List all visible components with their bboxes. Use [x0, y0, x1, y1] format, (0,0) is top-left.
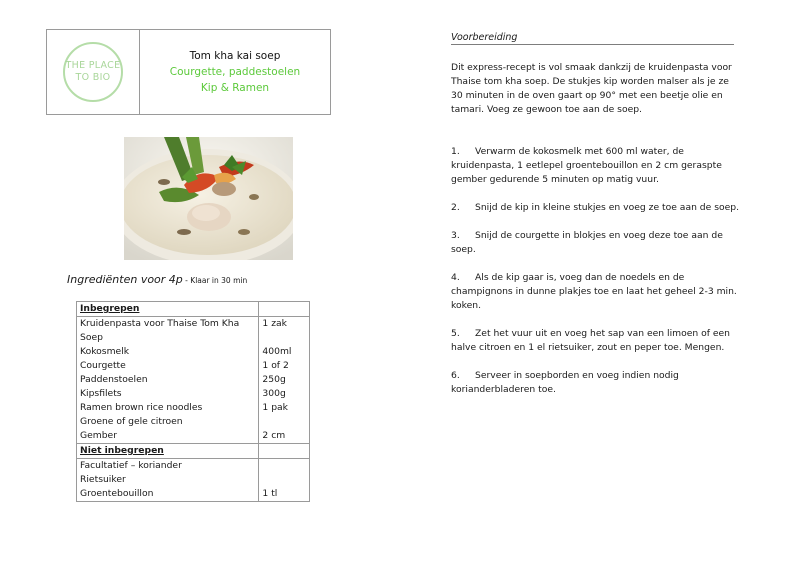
table-row — [77, 459, 310, 502]
ingredient-qty-cell — [259, 459, 310, 502]
list-item — [451, 327, 741, 355]
empty-cell — [259, 444, 310, 459]
ingredients-table — [76, 301, 310, 502]
step-text: Zet het vuur uit en voeg het sap van een limoen of een halve citroen en 1 el rietsuiker, zout en peper toe. Mengen. — [451, 328, 731, 353]
ingredient-name: Kruidenpasta voor Thaise Tom Kha Soep — [80, 318, 240, 343]
ingredients-heading-note: - Klaar in 30 min — [182, 276, 248, 285]
ingredients-heading-label: Ingrediënten voor 4p — [67, 273, 183, 286]
ingredient-name: Rietsuiker — [80, 474, 126, 485]
step-number: 2. — [451, 202, 460, 213]
step-text: Snijd de kip in kleine stukjes en voeg ze toe aan de soep. — [475, 202, 740, 213]
ingredients-heading — [67, 273, 247, 286]
preparation-heading: Voorbereiding — [451, 32, 734, 45]
ingredient-qty: 1 zak — [262, 318, 287, 329]
ingredient-qty: 1 pak — [262, 402, 288, 413]
ingredient-names-cell — [77, 317, 259, 444]
logo-cell — [47, 30, 140, 114]
ingredient-qty: 300g — [262, 388, 286, 399]
included-section-label: Inbegrepen — [80, 303, 140, 314]
empty-cell — [259, 302, 310, 317]
ingredient-name: Facultatief – koriander — [80, 460, 182, 471]
spacer — [262, 459, 309, 473]
ingredient-qty: 2 cm — [262, 430, 286, 441]
table-row — [77, 317, 310, 444]
logo-line-1: THE PLACE — [65, 60, 121, 71]
table-row — [77, 302, 310, 317]
section-cell — [77, 444, 259, 459]
step-number: 4. — [451, 272, 460, 283]
list-item — [451, 271, 741, 313]
title-cell — [140, 30, 330, 114]
ingredient-names-cell — [77, 459, 259, 502]
recipe-header — [46, 29, 331, 115]
step-number: 1. — [451, 146, 460, 157]
list-item — [451, 201, 741, 215]
table-row — [77, 444, 310, 459]
step-text: Als de kip gaar is, voeg dan de noedels en de champignons in dunne plakjes toe en laat het geheel 2-3 min. koken. — [451, 272, 737, 311]
ingredient-qty: 1 of 2 — [262, 360, 289, 371]
step-text: Serveer in soepborden en voeg indien nodig korianderbladeren toe. — [451, 370, 679, 395]
preparation-intro: Dit express-recept is vol smaak dankzij de kruidenpasta voor Thaise tom kha soep. De stukjes kip worden malser als je ze 30 minuten in de oven gaart op 90° met een beetje olie en tamari. Voeg ze gewoon toe aan de soep. — [451, 62, 732, 115]
section-cell — [77, 302, 259, 317]
spacer — [262, 415, 309, 429]
spacer — [262, 331, 309, 345]
soup-photo — [124, 137, 293, 260]
recipe-title: Tom kha kai soep — [189, 50, 281, 62]
ingredient-name: Ramen brown rice noodles — [80, 402, 203, 413]
ingredient-name: Groene of gele citroen — [80, 416, 183, 427]
step-number: 3. — [451, 230, 460, 241]
logo-line-2: TO BIO — [75, 72, 111, 83]
ingredient-name: Paddenstoelen — [80, 374, 148, 385]
recipe-subtitle-1: Courgette, paddestoelen — [169, 66, 301, 78]
list-item — [451, 229, 741, 257]
ingredient-qty: 1 tl — [262, 488, 278, 499]
soup-photo-image — [124, 137, 293, 260]
the-place-to-bio-logo — [63, 42, 123, 102]
recipe-subtitle-2: Kip & Ramen — [200, 82, 270, 94]
step-number: 6. — [451, 370, 460, 381]
list-item — [451, 145, 741, 187]
preparation-steps — [451, 145, 741, 411]
excluded-section-label: Niet inbegrepen — [80, 445, 164, 456]
spacer — [262, 473, 309, 487]
step-text: Verwarm de kokosmelk met 600 ml water, de kruidenpasta, 1 eetlepel groentebouillon en 2 cm geraspte gember gedurende 5 minuten op matig vuur. — [451, 146, 722, 185]
ingredient-name: Kokosmelk — [80, 346, 130, 357]
ingredient-qty: 250g — [262, 374, 286, 385]
ingredient-name: Gember — [80, 430, 117, 441]
ingredient-name: Courgette — [80, 360, 126, 371]
ingredient-name: Groentebouillon — [80, 488, 154, 499]
list-item — [451, 369, 741, 397]
ingredient-name: Kipsfilets — [80, 388, 122, 399]
step-text: Snijd de courgette in blokjes en voeg deze toe aan de soep. — [451, 230, 723, 255]
step-number: 5. — [451, 328, 460, 339]
ingredient-qty: 400ml — [262, 346, 292, 357]
ingredient-qty-cell — [259, 317, 310, 444]
